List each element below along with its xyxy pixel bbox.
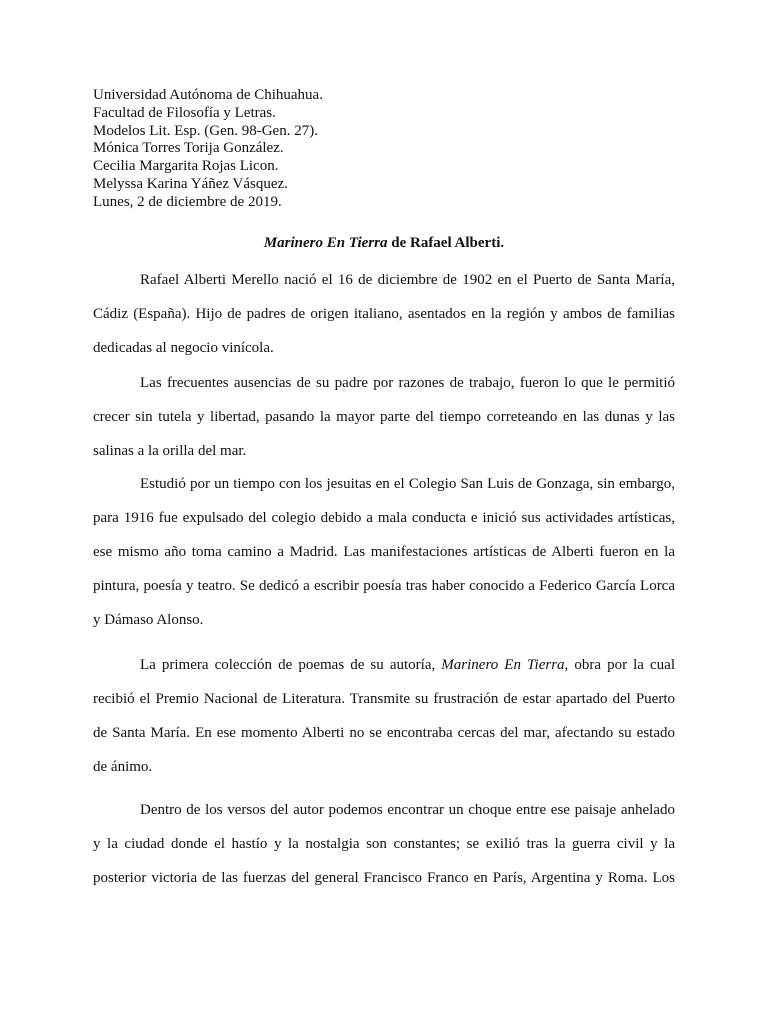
author-line-3: Melyssa Karina Yáñez Vásquez.: [93, 175, 288, 192]
work-title-italic: Marinero En Tierra: [441, 657, 565, 673]
paragraph-line: de ánimo.: [93, 759, 153, 775]
document-title: [0, 235, 768, 252]
header-block: [93, 87, 323, 212]
text-run: , obra por la cual: [564, 657, 675, 673]
paragraph-line: posterior victoria de las fuerzas del general Francisco Franco en París, Argentina y Roma. Los: [93, 870, 675, 886]
paragraph-line: dedicadas al negocio vinícola.: [93, 340, 274, 356]
paragraph-line: Dentro de los versos del autor podemos encontrar un choque entre ese paisaje anhelado: [140, 802, 675, 818]
paragraph-4: [93, 648, 675, 784]
paragraph-line: pintura, poesía y teatro. Se dedicó a escribir poesía tras haber conocido a Federico García Lorca: [93, 578, 675, 594]
date-line: Lunes, 2 de diciembre de 2019.: [93, 193, 282, 210]
faculty-line: Facultad de Filosofía y Letras.: [93, 104, 276, 121]
paragraph-line: Rafael Alberti Merello nació el 16 de diciembre de 1902 en el Puerto de Santa María,: [140, 272, 675, 288]
paragraph-5: [93, 793, 675, 895]
university-line: Universidad Autónoma de Chihuahua.: [93, 87, 323, 103]
paragraph-line: Estudió por un tiempo con los jesuitas en el Colegio San Luis de Gonzaga, sin embargo,: [140, 476, 675, 492]
title-rest: de Rafael Alberti.: [387, 235, 505, 251]
paragraph-line: Las frecuentes ausencias de su padre por razones de trabajo, fueron lo que le permitió: [140, 375, 675, 391]
paragraph-line: [93, 648, 675, 682]
text-run: La primera colección de poemas de su autoría,: [140, 657, 442, 673]
paragraph-3: [93, 467, 675, 637]
paragraph-line: para 1916 fue expulsado del colegio debido a mala conducta e inició sus actividades artísticas,: [93, 510, 675, 526]
paragraph-line: ese mismo año toma camino a Madrid. Las manifestaciones artísticas de Alberti fueron en la: [93, 544, 675, 560]
author-line-1: Mónica Torres Torija González.: [93, 140, 284, 157]
paragraph-1: [93, 263, 675, 365]
paragraph-line: y la ciudad donde el hastío y la nostalgia son constantes; se exilió tras la guerra civil y la: [93, 836, 675, 852]
paragraph-line: crecer sin tutela y libertad, pasando la mayor parte del tiempo correteando en las dunas y las: [93, 409, 675, 425]
paragraph-line: Cádiz (España). Hijo de padres de origen italiano, asentados en la región y ambos de familias: [93, 306, 675, 322]
course-line: Modelos Lit. Esp. (Gen. 98-Gen. 27).: [93, 122, 318, 139]
title-work: Marinero En Tierra: [263, 235, 388, 251]
paragraph-2: [93, 366, 675, 468]
paragraph-line: y Dámaso Alonso.: [93, 612, 204, 628]
author-line-2: Cecilia Margarita Rojas Licon.: [93, 158, 279, 175]
paragraph-line: recibió el Premio Nacional de Literatura. Transmite su frustración de estar apartado del Puerto: [93, 691, 675, 707]
paragraph-line: de Santa María. En ese momento Alberti no se encontraba cercas del mar, afectando su estado: [93, 725, 675, 741]
paragraph-line: salinas a la orilla del mar.: [93, 443, 247, 459]
